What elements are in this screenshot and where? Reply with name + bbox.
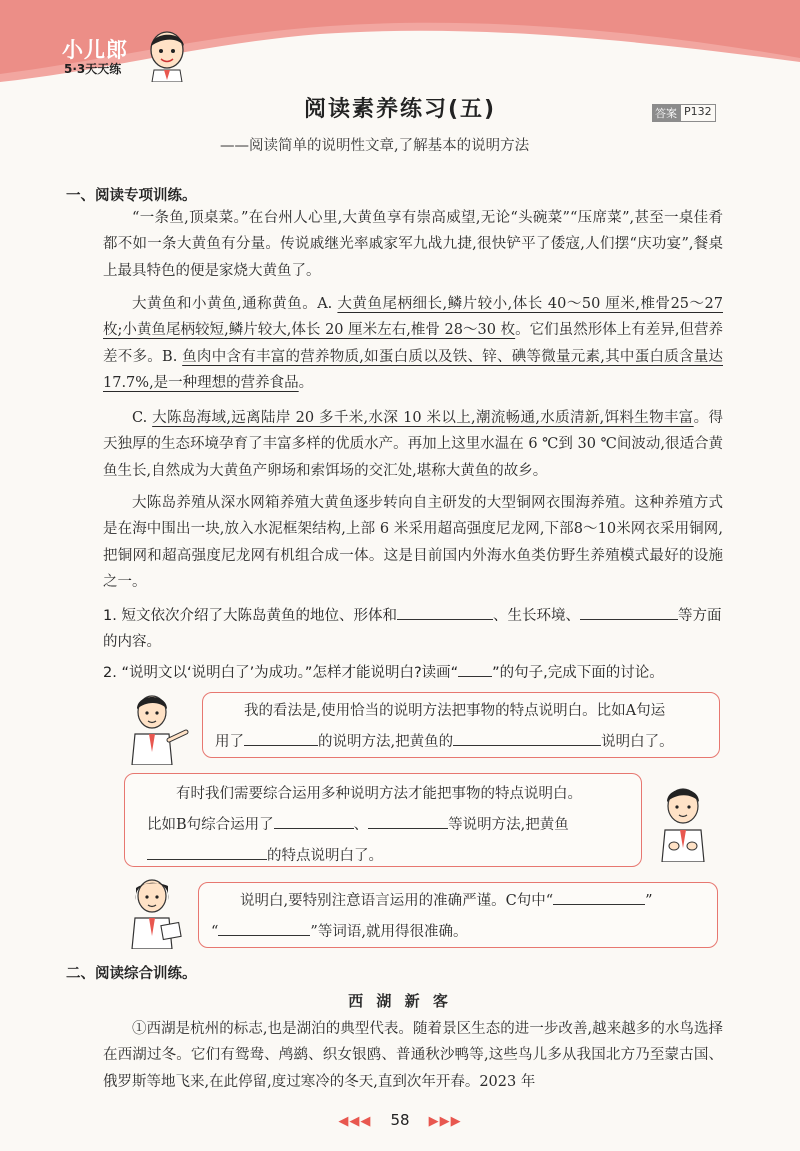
bubble-2-line-2 xyxy=(147,810,629,841)
bubble-3-text-d: ”等词语,就用得很准确。 xyxy=(310,924,468,940)
sentence-c-underlined: 大陈岛海域,远离陆岸 20 多千米,水深 10 米以上,潮流畅通,水质清新,饵料生物丰富 xyxy=(152,410,694,426)
question-2-text-1: “说明文以‘说明白了’为成功。”怎样才能说明白?读画“ xyxy=(121,665,459,681)
article-paragraph-1: ①西湖是杭州的标志,也是湖泊的典型代表。随着景区生态的进一步改善,越来越多的水鸟选择在西湖过冬。它们有鸳鸯、鸬鹚、织女银鸥、普通秋沙鸭等,这些鸟儿多从我国北方乃至蒙古国、俄罗斯等地飞来,在此停留,度过寒冷的冬天,直到次年开春。2023 年 xyxy=(103,1021,723,1090)
answer-blank-b1-1[interactable] xyxy=(244,731,318,746)
answer-blank-b2-3[interactable] xyxy=(147,845,267,860)
question-2-text-2: ”的句子,完成下面的讨论。 xyxy=(492,665,664,681)
speech-bubble-1 xyxy=(202,692,720,758)
answer-blank-b1-2[interactable] xyxy=(453,731,601,746)
question-1-text-3: 等方面的内容。 xyxy=(103,608,722,650)
bubble-1-text-c: 说明白了。 xyxy=(601,734,674,750)
question-2-number: 2. xyxy=(103,665,117,681)
bubble-1-text-b: 的说明方法,把黄鱼的 xyxy=(318,734,454,750)
question-1-text-2: 、生长环境、 xyxy=(492,608,580,624)
p2-mid: 。它们虽然形体上有差异,但营养差不多。B. xyxy=(103,322,724,365)
answer-page: P132 xyxy=(680,104,716,122)
page-subtitle: ——阅读简单的说明性文章,了解基本的说明方法 xyxy=(220,138,530,154)
question-2 xyxy=(103,660,763,686)
student-boy-thinking-icon xyxy=(650,782,716,862)
speech-bubble-3 xyxy=(198,882,718,948)
section2-heading: 二、阅读综合训练。 xyxy=(66,966,197,982)
bubble-2-text-b: 、 xyxy=(353,817,369,833)
student-boy-pointing-icon xyxy=(124,690,194,765)
bubble-1-line-2 xyxy=(215,727,707,758)
bubble-2-text-a: 比如B句综合运用了 xyxy=(147,817,274,833)
passage-paragraph-4: 大陈岛养殖从深水网箱养殖大黄鱼逐步转向自主研发的大型铜网衣围海养殖。这种养殖方式是在海中围出一块,放入水泥框架结构,上部 6 米采用超高强度尼龙网,下部8～10米网衣采用铜网,把铜网和超高强度尼龙网有机组合成一体。这是目前国内外海水鱼类仿野生养殖模式最好的设施之一。 xyxy=(103,495,723,591)
sentence-a-underlined: 大黄鱼尾柄细长,鳞片较小,体长 40～50 厘米,椎骨25～27 枚;小黄鱼尾柄较短,鳞片较大,体长 20 厘米左右,椎骨 28～30 枚 xyxy=(103,296,723,339)
bubble-2-text-c: 等说明方法,把黄鱼 xyxy=(448,817,569,833)
passage-paragraph-3 xyxy=(103,405,723,484)
p2-end: 。 xyxy=(298,375,314,392)
bubble-1-line-1: 我的看法是,使用恰当的说明方法把事物的特点说明白。比如A句运 xyxy=(244,703,666,719)
left-arrows-icon: ◀◀◀ xyxy=(338,1114,372,1129)
question-1-number: 1. xyxy=(103,608,117,624)
p2-intro: 大黄鱼和小黄鱼,通称黄鱼。A. xyxy=(132,296,338,312)
bubble-1-text-a: 用了 xyxy=(215,734,244,750)
right-arrows-icon: ▶▶▶ xyxy=(428,1114,462,1129)
logo-main-text: 小儿郎 xyxy=(62,38,128,62)
p3-rest: 。得天独厚的生态环境孕育了丰富多样的优质水产。再加上这里水温在 6 ℃到 30 ℃间波动,很适合黄鱼生长,自然成为大黄鱼产卵场和索饵场的交汇处,堪称大黄鱼的故乡。 xyxy=(103,410,723,479)
bubble-3-text-b: ” xyxy=(645,893,653,909)
section1-heading: 一、阅读专项训练。 xyxy=(66,188,197,204)
bubble-3-line-2 xyxy=(211,917,705,948)
answer-blank-q1-2[interactable] xyxy=(580,605,678,620)
passage-paragraph-2 xyxy=(103,291,723,397)
student-girl-reading-icon xyxy=(122,874,188,949)
underline-sample xyxy=(458,662,492,677)
bubble-2-text-d: 的特点说明白了。 xyxy=(267,848,383,864)
speech-bubble-2 xyxy=(124,773,642,867)
passage-paragraph-1: “一条鱼,顶桌菜。”在台州人心里,大黄鱼享有崇高威望,无论“头碗菜”“压席菜”,甚至一桌佳肴都不如一条大黄鱼有分量。传说戚继光率戚家军九战九捷,很快铲平了倭寇,人们摆“庆功宴”,餐桌上最具特色的便是家烧大黄鱼了。 xyxy=(103,210,723,279)
page-footer xyxy=(0,1110,800,1129)
answer-blank-b2-2[interactable] xyxy=(368,814,448,829)
answer-blank-b3-2[interactable] xyxy=(218,921,310,936)
question-1-text-1: 短文依次介绍了大陈岛黄鱼的地位、形体和 xyxy=(121,608,397,624)
answer-label: 答案 xyxy=(652,104,680,122)
page-number: 58 xyxy=(390,1111,410,1129)
bubble-3-text-c: “ xyxy=(211,924,219,940)
question-1 xyxy=(103,603,725,655)
answer-blank-b2-1[interactable] xyxy=(274,814,354,829)
bubble-2-line-1: 有时我们需要综合运用多种说明方法才能把事物的特点说明白。 xyxy=(176,786,582,802)
answer-blank-q1-1[interactable] xyxy=(397,605,493,620)
bubble-2-line-3 xyxy=(147,841,629,872)
bubble-3-text-a: 说明白,要特别注意语言运用的准确严谨。C句中“ xyxy=(240,893,554,909)
answer-page-tag xyxy=(652,104,716,122)
article-title: 西 湖 新 客 xyxy=(348,992,452,1010)
p3-label: C. xyxy=(132,410,153,426)
answer-blank-b3-1[interactable] xyxy=(553,890,645,905)
bubble-3-line-1 xyxy=(211,886,705,917)
sentence-b-underlined: 鱼肉中含有丰富的营养物质,如蛋白质以及铁、锌、碘等微量元素,其中蛋白质含量达 17.7%,是一种理想的营养食品 xyxy=(103,348,723,392)
mascot-boy-icon xyxy=(144,28,190,82)
logo-sub-text: 5·3天天练 xyxy=(64,62,122,76)
page-title: 阅读素养练习(五) xyxy=(303,97,497,122)
